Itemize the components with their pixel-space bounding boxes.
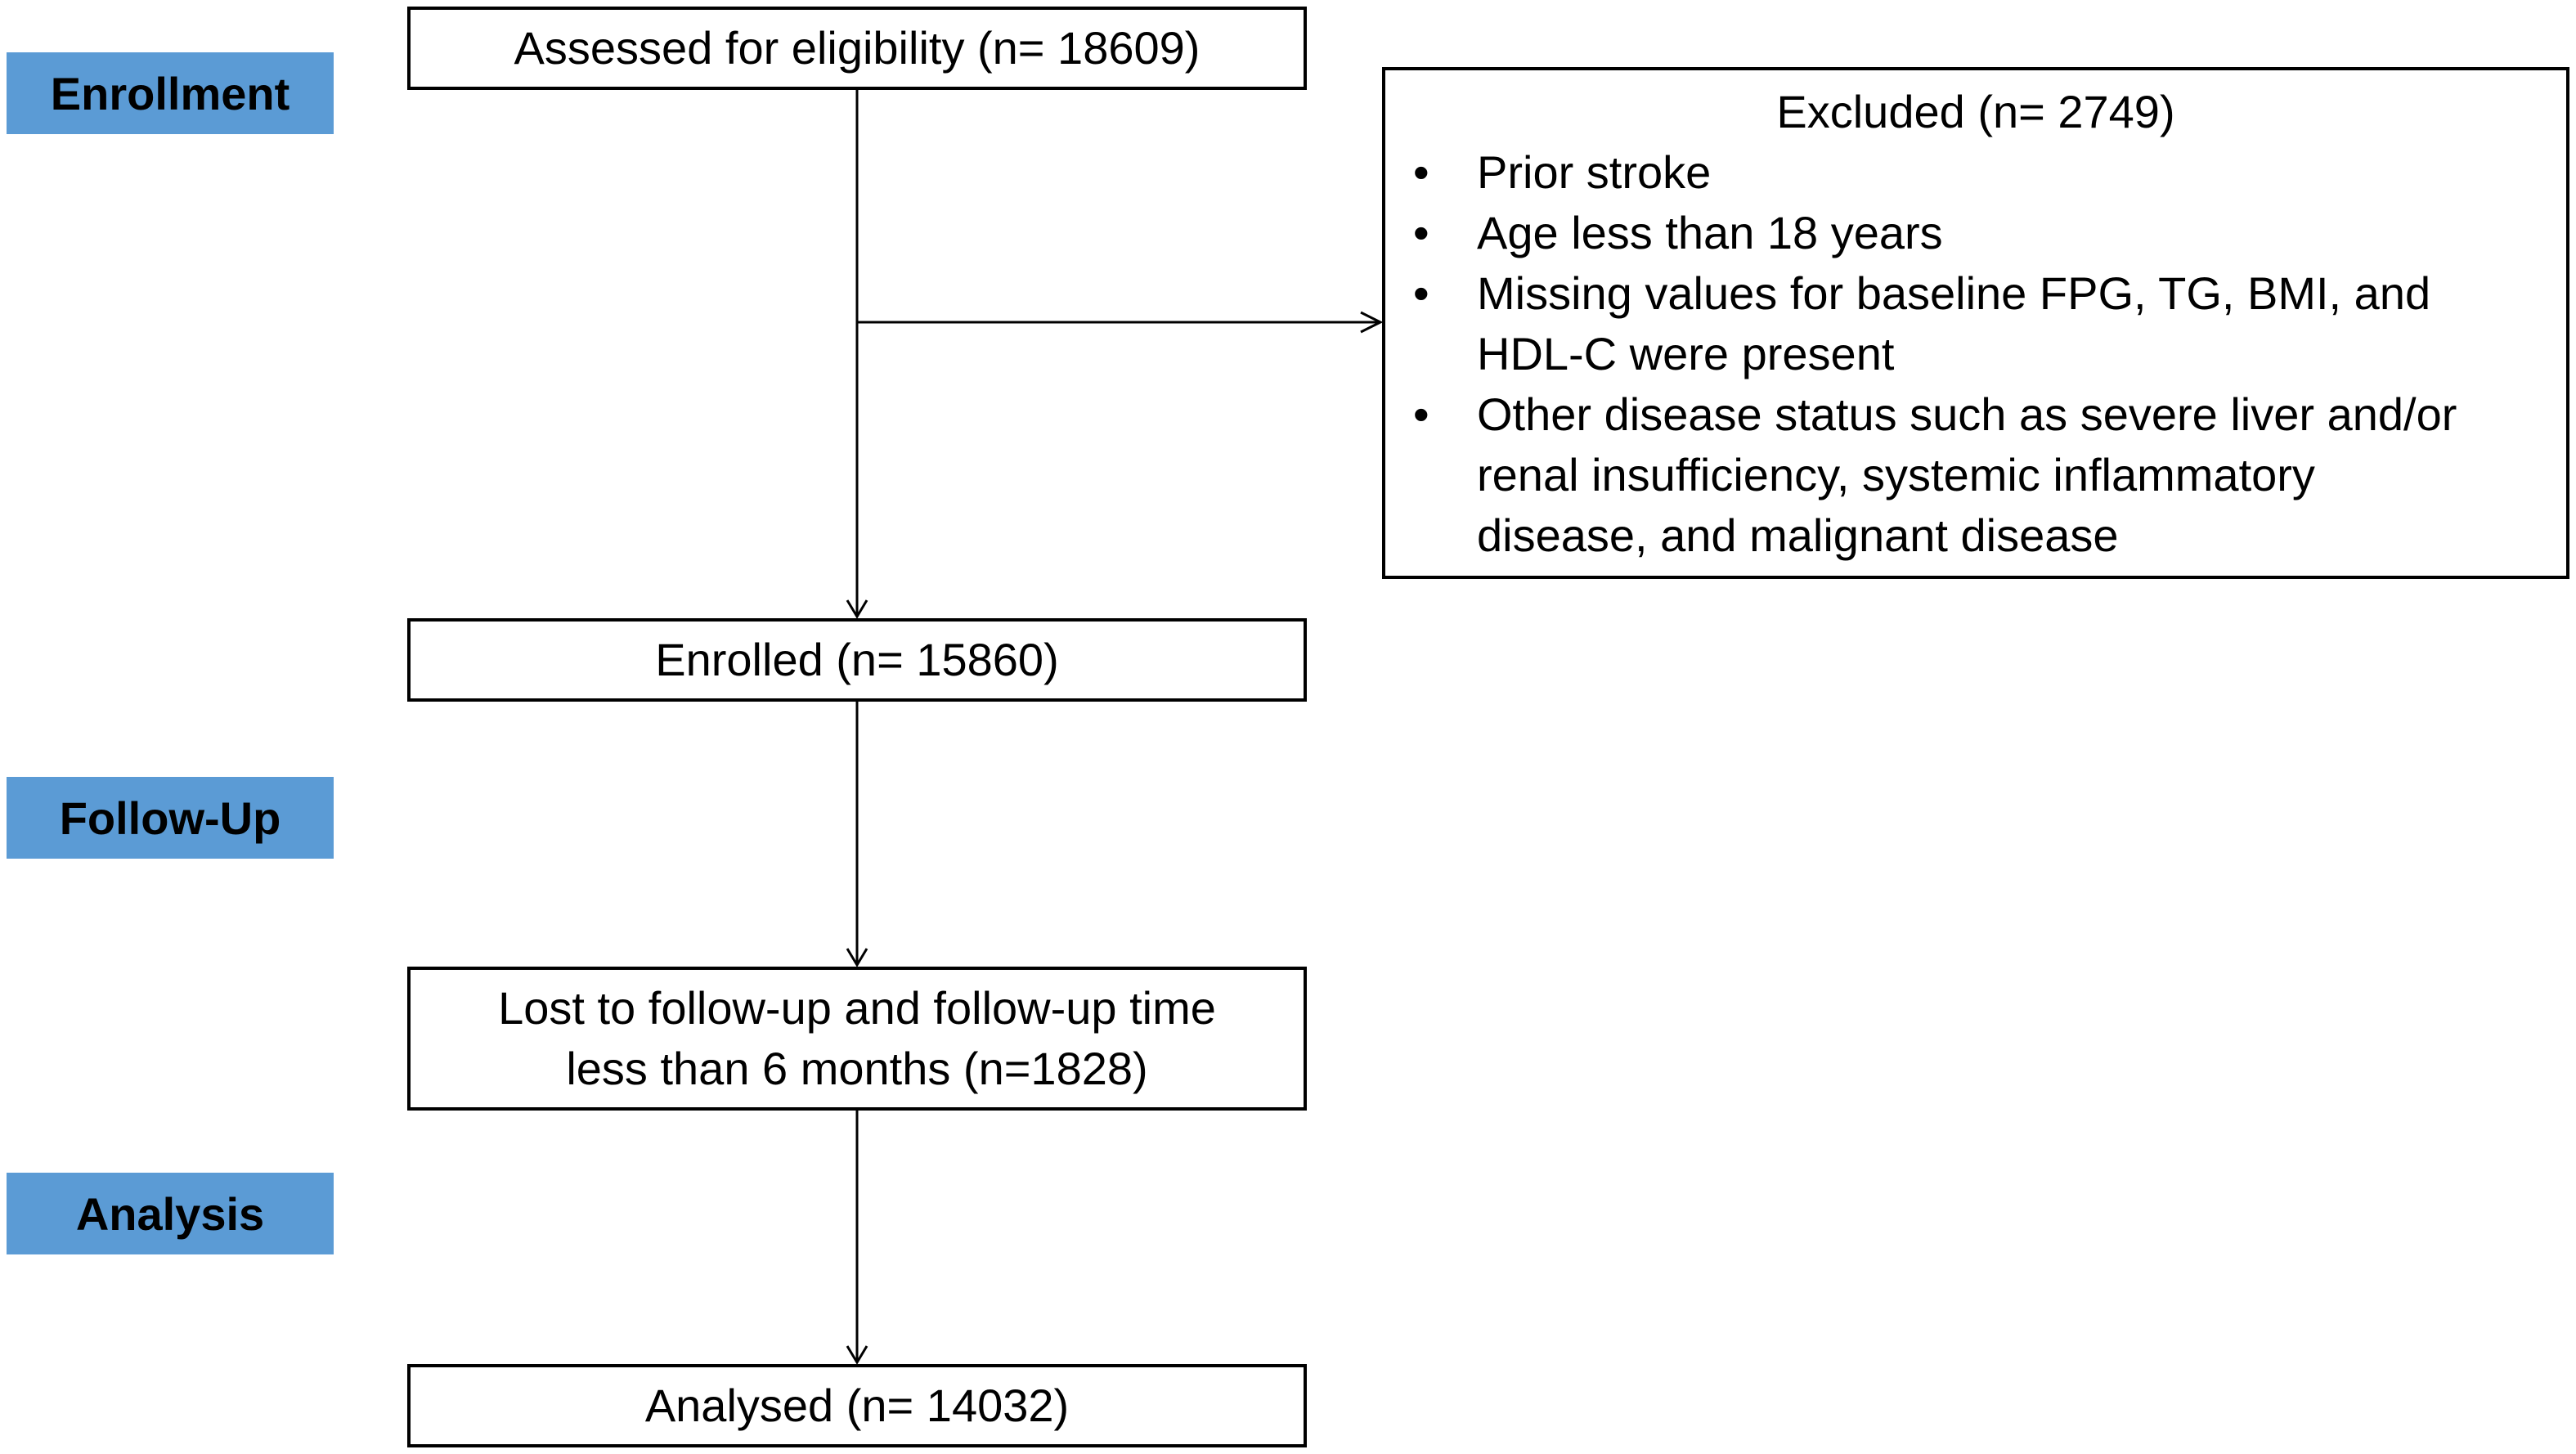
excluded-item-text: Other disease status such as severe liver and/or [1477,388,2457,440]
enrolled-text: Enrolled (n= 15860) [655,634,1059,685]
excluded-list [1402,142,2550,566]
excluded-item-text: HDL-C were present [1477,328,1895,379]
enrolled-box [407,618,1307,702]
bullet-icon: • [1413,146,1429,198]
excluded-item [1402,384,2550,566]
stage-label-enrollment: Enrollment [7,52,334,134]
excluded-title: Excluded (n= 2749) [1776,86,2175,137]
bullet-icon: • [1413,388,1429,440]
lost-to-follow-up-box [407,967,1307,1111]
analysed-text: Analysed (n= 14032) [644,1380,1070,1431]
excluded-item-text: Prior stroke [1477,146,1712,198]
arrowhead-icon [847,949,867,965]
excluded-item [1402,142,2550,203]
arrowhead-icon [1361,312,1380,332]
analysed-box [407,1364,1307,1447]
excluded-item-text: Age less than 18 years [1477,207,1943,258]
assessed-text: Assessed for eligibility (n= 18609) [514,22,1200,74]
stage-label-follow-up: Follow-Up [7,777,334,859]
assessed-box [407,7,1307,90]
lost-text-line-2: less than 6 months (n=1828) [566,1043,1148,1094]
bullet-icon: • [1413,267,1429,319]
bullet-icon: • [1413,207,1429,258]
excluded-item-text: disease, and malignant disease [1477,509,2119,561]
excluded-item-text: Missing values for baseline FPG, TG, BMI, and [1477,267,2431,319]
excluded-item-text: renal insufficiency, systemic inflammatory [1477,449,2315,500]
arrowhead-icon [847,600,867,617]
stage-label-analysis: Analysis [7,1173,334,1254]
excluded-item [1402,203,2550,263]
excluded-item [1402,263,2550,384]
arrowhead-icon [847,1346,867,1362]
lost-text-line-1: Lost to follow-up and follow-up time [498,982,1216,1034]
excluded-box [1382,67,2569,579]
